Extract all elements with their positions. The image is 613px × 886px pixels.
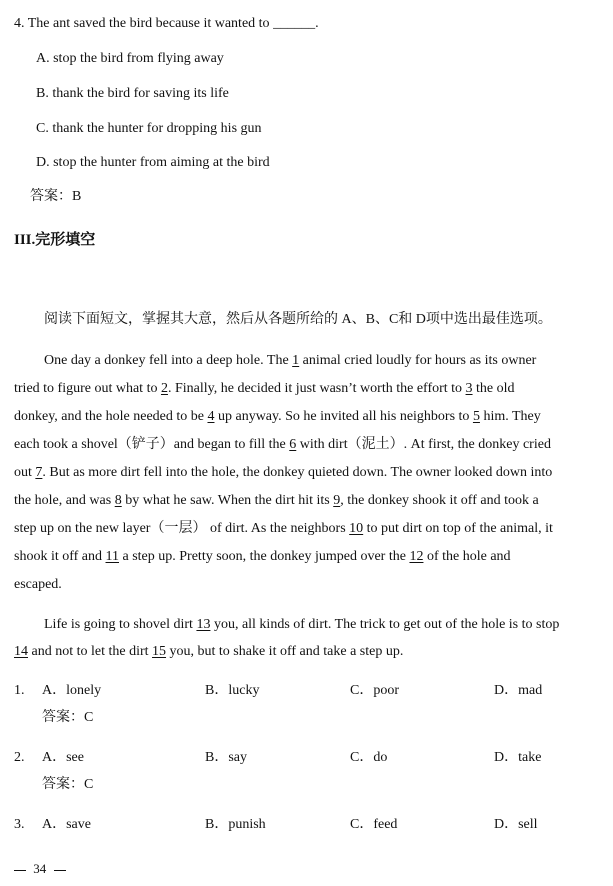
- passage-line-1: [44, 352, 536, 370]
- passage-text: a step up. Pretty soon, the donkey jumped over the: [119, 549, 410, 564]
- question-4-option-d: D. stop the hunter from aiming at the bird: [36, 155, 270, 170]
- question-4-answer: 答案：B: [30, 189, 82, 204]
- passage-text: tried to figure out what to: [14, 381, 161, 396]
- passage-text: donkey, and the hole needed to be: [14, 409, 208, 424]
- choice-2-option-d: D．take: [494, 750, 542, 765]
- choice-3-number: 3.: [14, 817, 25, 832]
- choice-1-answer: 答案：C: [42, 710, 94, 725]
- choice-3-option-c: C．feed: [350, 817, 398, 832]
- passage-text: One day a donkey fell into a deep hole. The: [44, 353, 293, 368]
- question-4-option-b: B. thank the bird for saving its life: [36, 86, 229, 101]
- passage-text: out: [14, 465, 36, 480]
- blank-12: 12: [409, 549, 424, 564]
- choice-2-option-a: A．see: [42, 750, 84, 765]
- blank-2: 2: [160, 381, 168, 396]
- passage-line-6: [14, 492, 539, 510]
- passage-text: shook it off and: [14, 549, 106, 564]
- passage-line-2: [14, 380, 515, 398]
- blank-1: 1: [292, 353, 300, 368]
- passage-text: step up on the new layer（一层） of dirt. As the neighbors: [14, 521, 350, 536]
- choice-1-option-a: A．lonely: [42, 683, 102, 698]
- page-footer: [14, 860, 66, 878]
- footer-dash-left: [14, 870, 26, 871]
- question-4-stem-text: 4. The ant saved the bird because it wanted to: [14, 16, 274, 31]
- blank-3: 3: [465, 381, 473, 396]
- passage-text: the hole, and was: [14, 493, 115, 508]
- choice-3-option-d: D．sell: [494, 817, 538, 832]
- choice-1-option-b: B．lucky: [205, 683, 260, 698]
- blank-13: 13: [196, 617, 211, 632]
- blank-15: 15: [152, 644, 167, 659]
- footer-dash-right: [54, 870, 66, 871]
- choice-3-option-b: B．punish: [205, 817, 266, 832]
- choice-1-option-c: C．poor: [350, 683, 399, 698]
- passage-text: animal cried loudly for hours as its owner: [299, 353, 537, 368]
- passage-text: . But as more dirt fell into the hole, the donkey quieted down. The owner looked down into: [42, 465, 553, 480]
- passage-text: up anyway. So he invited all his neighbors to: [214, 409, 473, 424]
- passage-text: and not to let the dirt: [28, 644, 153, 659]
- passage-text: to put dirt on top of the animal, it: [363, 521, 553, 536]
- passage-text: Life is going to shovel dirt: [44, 617, 197, 632]
- question-4-stem-end: .: [315, 16, 319, 31]
- choice-1-option-d: D．mad: [494, 683, 543, 698]
- passage-text: the old: [472, 381, 515, 396]
- section-title: III.完形填空: [14, 232, 96, 248]
- blank-4: 4: [207, 409, 215, 424]
- blank-14: 14: [14, 644, 28, 659]
- passage-p2-line-1: [44, 616, 559, 634]
- passage-text: each took a shovel（铲子）and began to fill the: [14, 437, 290, 452]
- passage-line-3: [14, 408, 541, 426]
- choice-1-number: 1.: [14, 683, 25, 698]
- choice-2-answer: 答案：C: [42, 777, 94, 792]
- blank-10: 10: [349, 521, 364, 536]
- blank-9: 9: [333, 493, 341, 508]
- cloze-instructions: 阅读下面短文，掌握其大意，然后从各题所给的 A、B、C和 D项中选出最佳选项。: [44, 312, 552, 327]
- choice-2-number: 2.: [14, 750, 25, 765]
- question-4-blank: ______: [273, 16, 316, 31]
- passage-text: you, but to shake it off and take a step up.: [166, 644, 404, 659]
- passage-text: , the donkey shook it off and took a: [340, 493, 539, 508]
- choice-2-option-b: B．say: [205, 750, 247, 765]
- passage-line-7: [14, 520, 553, 538]
- blank-11: 11: [105, 549, 119, 564]
- passage-text: of the hole and: [423, 549, 511, 564]
- choice-2-option-c: C．do: [350, 750, 388, 765]
- choice-3-option-a: A．save: [42, 817, 91, 832]
- passage-line-9: escaped.: [14, 577, 62, 592]
- passage-text: . Finally, he decided it just wasn’t worth the effort to: [167, 381, 466, 396]
- passage-line-5: [14, 464, 552, 482]
- passage-p2-line-2: [14, 643, 403, 661]
- blank-5: 5: [472, 409, 480, 424]
- passage-text: with dirt（泥土）. At first, the donkey cried: [296, 437, 551, 452]
- passage-text: by what he saw. When the dirt hit its: [121, 493, 334, 508]
- passage-text: him. They: [479, 409, 541, 424]
- question-4-option-c: C. thank the hunter for dropping his gun: [36, 121, 262, 136]
- passage-line-8: [14, 548, 511, 566]
- question-4-option-a: A. stop the bird from flying away: [36, 51, 224, 66]
- question-4-stem: [14, 15, 319, 33]
- blank-7: 7: [35, 465, 43, 480]
- passage-line-4: [14, 436, 551, 454]
- blank-6: 6: [289, 437, 297, 452]
- blank-8: 8: [114, 493, 122, 508]
- passage-text: you, all kinds of dirt. The trick to get out of the hole is to stop: [210, 617, 560, 632]
- page-number: 34: [33, 861, 47, 876]
